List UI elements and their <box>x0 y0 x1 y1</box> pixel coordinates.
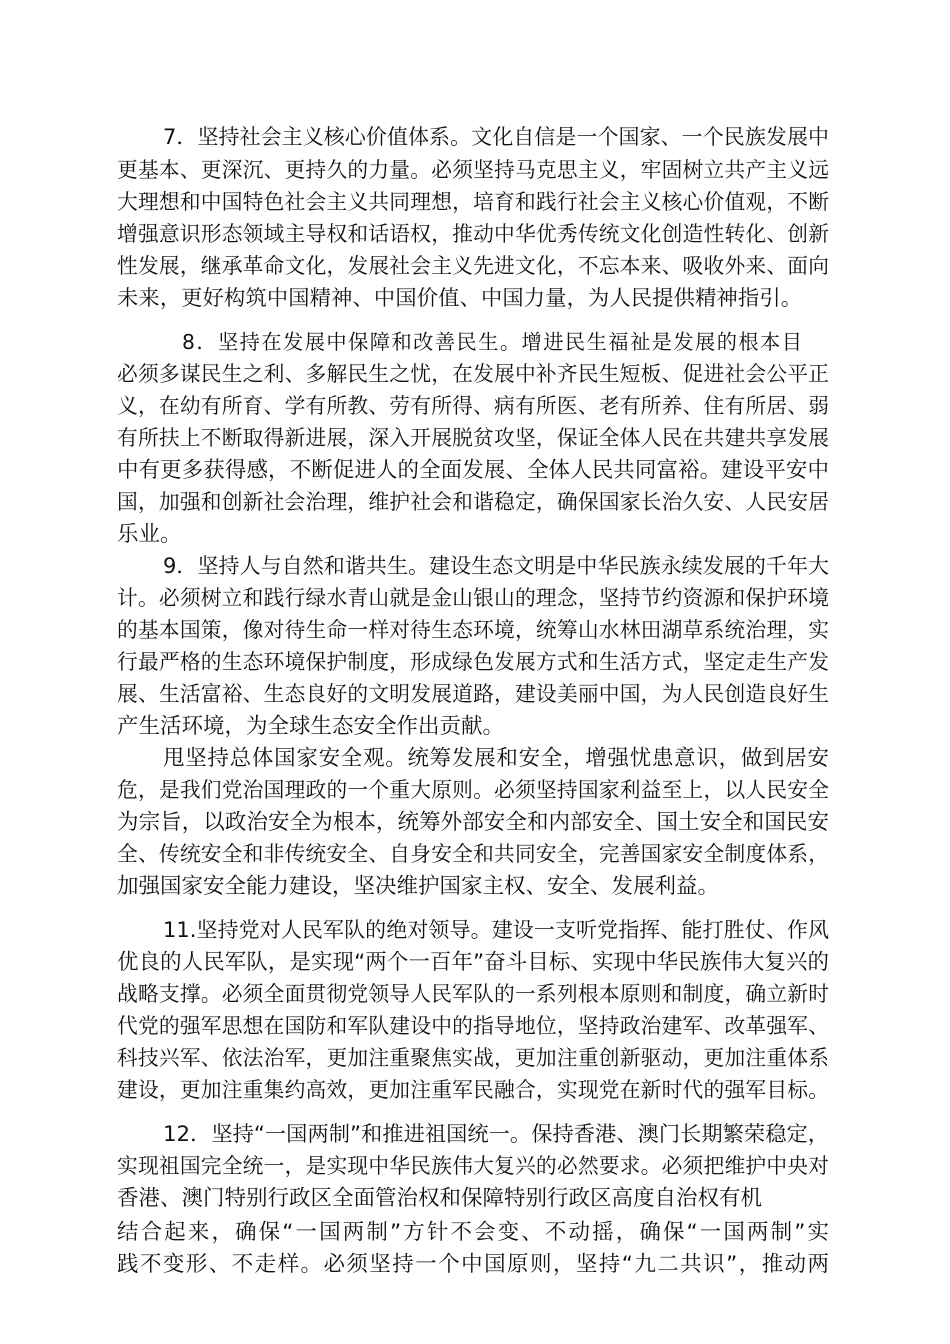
text-line: 11.坚持党对人民军队的绝对领导。建设一支听党指挥、能打胜仗、作风 <box>163 918 829 942</box>
text-line: 计。必须树立和践行绿水青山就是金山银山的理念，坚持节约资源和保护环境 <box>117 586 829 610</box>
text-line: 产生活环境，为全球生态安全作出贡献。 <box>117 714 505 739</box>
text-line: 国，加强和创新社会治理，维护社会和谐稳定，确保国家长治久安、人民安居 <box>117 490 829 514</box>
text-line: 结合起来，确保“一国两制”方针不会变、不动摇，确保“一国两制”实 <box>117 1220 829 1245</box>
text-line: 践不变形、不走样。必须坚持一个中国原则，坚持“九二共识”，推动两 <box>117 1252 829 1277</box>
text-line: 7．坚持社会主义核心价值体系。文化自信是一个国家、一个民族发展中 <box>163 125 829 149</box>
text-line: 建设，更加注重集约高效，更加注重军民融合，实现党在新时代的强军目标。 <box>117 1078 829 1102</box>
text-line: 义，在幼有所育、学有所教、劳有所得、病有所医、老有所养、住有所居、弱 <box>117 394 829 418</box>
text-line: 战略支撑。必须全面贯彻党领导人民军队的一系列根本原则和制度，确立新时 <box>117 982 829 1006</box>
text-line: 实现祖国完全统一，是实现中华民族伟大复兴的必然要求。必须把维护中央对 <box>117 1154 829 1178</box>
text-line: 8．坚持在发展中保障和改善民生。增进民生福祉是发展的根本目 <box>182 330 802 354</box>
text-line: 行最严格的生态环境保护制度，形成绿色发展方式和生活方式，坚定走生产发 <box>117 650 829 674</box>
text-line: 12．坚持“一国两制”和推进祖国统一。保持香港、澳门长期繁荣稳定， <box>163 1122 829 1147</box>
text-line: 性发展，继承革命文化，发展社会主义先进文化，不忘本来、吸收外来、面向 <box>117 254 829 278</box>
text-line: 全、传统安全和非传统安全、自身安全和共同安全，完善国家安全制度体系， <box>117 842 829 866</box>
text-line: 甩坚持总体国家安全观。统筹发展和安全，增强忧患意识，做到居安 <box>163 746 829 771</box>
text-line: 未来，更好构筑中国精神、中国价值、中国力量，为人民提供精神指引。 <box>117 286 802 311</box>
text-line: 的基本国策，像对待生命一样对待生态环境，统筹山水林田湖草系统治理，实 <box>117 618 829 642</box>
text-line: 更基本、更深沉、更持久的力量。必须坚持马克思主义，牢固树立共产主义远 <box>117 158 829 182</box>
text-line: 乐业。 <box>117 522 182 547</box>
text-line: 增强意识形态领域主导权和话语权，推动中华优秀传统文化创造性转化、创新 <box>117 222 829 246</box>
text-line: 为宗旨，以政治安全为根本，统筹外部安全和内部安全、国土安全和国民安 <box>117 810 829 835</box>
text-line: 展、生活富裕、生态良好的文明发展道路，建设美丽中国，为人民创造良好生 <box>117 682 829 706</box>
text-line: 优良的人民军队，是实现“两个一百年”奋斗目标、实现中华民族伟大复兴的 <box>117 950 829 975</box>
text-line: 科技兴军、依法治军，更加注重聚焦实战，更加注重创新驱动，更加注重体系 <box>117 1046 829 1070</box>
text-line: 必须多谋民生之利、多解民生之忧，在发展中补齐民生短板、促进社会公平正 <box>117 362 829 386</box>
text-line: 香港、澳门特别行政区全面管治权和保障特别行政区高度自治权有机 <box>117 1186 763 1211</box>
text-line: 危，是我们党治国理政的一个重大原则。必须坚持国家利益至上，以人民安全 <box>117 778 829 802</box>
text-line: 加强国家安全能力建设，坚决维护国家主权、安全、发展利益。 <box>117 874 720 899</box>
text-line: 大理想和中国特色社会主义共同理想，培育和践行社会主义核心价值观，不断 <box>117 190 829 214</box>
text-line: 有所扶上不断取得新进展，深入开展脱贫攻坚，保证全体人民在共建共享发展 <box>117 426 829 450</box>
text-line: 中有更多获得感，不断促进人的全面发展、全体人民共同富裕。建设平安中 <box>117 458 829 483</box>
text-line: 代党的强军思想在国防和军队建设中的指导地位，坚持政治建军、改革强军、 <box>117 1014 829 1038</box>
text-line: 9．坚持人与自然和谐共生。建设生态文明是中华民族永续发展的千年大 <box>163 554 829 578</box>
